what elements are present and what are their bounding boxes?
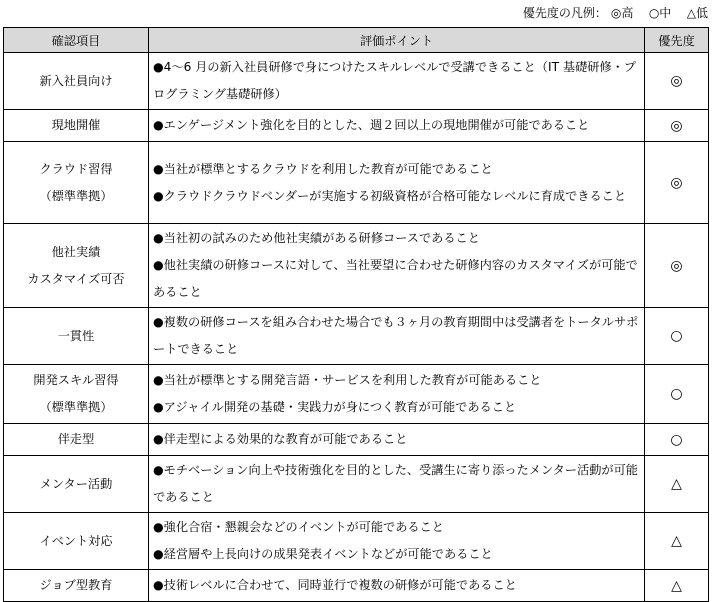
- item-cell: [4, 53, 149, 110]
- priority-cell: ◎: [645, 110, 709, 142]
- item-label: カスタマイズ可否: [27, 271, 125, 286]
- priority-cell: ○: [645, 365, 709, 424]
- item-label: メンター活動: [39, 476, 113, 491]
- points-cell: [149, 365, 645, 424]
- evaluation-table: [3, 27, 709, 602]
- item-cell: [4, 224, 149, 308]
- evaluation-point: ●経営層や上長向けの成果発表イベントなどが可能であること: [153, 547, 493, 561]
- evaluation-point: ●モチベーション向上や技術強化を目的とした、受講生に寄り添ったメンター活動が可能であること: [153, 463, 638, 504]
- header-points: 評価ポイント: [149, 28, 645, 53]
- priority-cell: △: [645, 456, 709, 513]
- evaluation-point: ●当社が標準とするクラウドを利用した教育が可能であること: [153, 161, 493, 176]
- table-row: [4, 456, 709, 513]
- priority-cell: ◎: [645, 142, 709, 224]
- header-item: 確認項目: [4, 28, 149, 53]
- item-label: 新入社員向け: [39, 73, 113, 88]
- table-row: [4, 110, 709, 142]
- points-cell: [149, 570, 645, 602]
- priority-cell: ○: [645, 424, 709, 456]
- item-cell: [4, 142, 149, 224]
- table-row: [4, 142, 709, 224]
- evaluation-point: ●当社初の試みのため他社実績がある研修コースであること: [153, 231, 480, 245]
- table-row: [4, 424, 709, 456]
- item-label: 開発スキル習得: [33, 373, 119, 387]
- item-label: クラウド習得: [39, 161, 113, 176]
- item-label: 現地開催: [51, 118, 101, 132]
- legend-high: ◎高: [610, 6, 634, 20]
- priority-legend: [519, 4, 708, 21]
- table-row: [4, 513, 709, 570]
- points-cell: [149, 142, 645, 224]
- legend-mid: ○中: [648, 6, 672, 20]
- points-cell: [149, 53, 645, 110]
- item-label: 他社実績: [51, 244, 101, 259]
- table-header-row: [4, 28, 709, 53]
- table-row: [4, 53, 709, 110]
- legend-prefix: 優先度の凡例：: [522, 6, 607, 20]
- table-row: [4, 224, 709, 308]
- item-cell: [4, 513, 149, 570]
- table-row: [4, 570, 709, 602]
- evaluation-point: ●エンゲージメント強化を目的とした、週２回以上の現地開催が可能であること: [153, 118, 590, 132]
- item-label: イベント対応: [39, 533, 113, 548]
- points-cell: [149, 224, 645, 308]
- table-row: [4, 365, 709, 424]
- evaluation-point: ●当社が標準とする開発言語・サービスを利用した教育が可能あること: [153, 373, 542, 387]
- item-label: 伴走型: [57, 432, 95, 446]
- priority-cell: △: [645, 570, 709, 602]
- item-cell: [4, 308, 149, 365]
- points-cell: [149, 308, 645, 365]
- item-label: （標準準拠）: [39, 400, 113, 414]
- evaluation-point: ●アジャイル開発の基礎・実践力が身につく教育が可能であること: [153, 400, 517, 414]
- points-cell: [149, 456, 645, 513]
- header-priority: 優先度: [645, 28, 709, 53]
- item-label: （標準準拠）: [39, 188, 113, 203]
- item-cell: [4, 424, 149, 456]
- priority-cell: ◎: [645, 224, 709, 308]
- evaluation-point: ●クラウドクラウドベンダーが実施する初級資格が合格可能なレベルに育成できること: [153, 188, 627, 203]
- evaluation-point: ●技術レベルに合わせて、同時並行で複数の研修が可能であること: [153, 578, 517, 592]
- item-cell: [4, 110, 149, 142]
- item-label: ジョブ型教育: [39, 578, 113, 592]
- item-cell: [4, 365, 149, 424]
- evaluation-point: ●4～6 月の新入社員研修で身につけたスキルレベルで受講できること（IT 基礎研修・プログラミング基礎研修）: [153, 60, 637, 101]
- priority-cell: ◎: [645, 53, 709, 110]
- evaluation-point: ●強化合宿・懇親会などのイベントが可能であること: [153, 520, 444, 534]
- item-label: 一貫性: [57, 328, 95, 343]
- item-cell: [4, 456, 149, 513]
- item-cell: [4, 570, 149, 602]
- points-cell: [149, 110, 645, 142]
- evaluation-point: ●複数の研修コースを組み合わせた場合でも３ヶ月の教育期間中は受講者をトータルサポートできること: [153, 315, 639, 356]
- points-cell: [149, 424, 645, 456]
- points-cell: [149, 513, 645, 570]
- table-row: [4, 308, 709, 365]
- legend-low: △低: [686, 6, 708, 20]
- priority-cell: ○: [645, 308, 709, 365]
- priority-cell: △: [645, 513, 709, 570]
- evaluation-point: ●伴走型による効果的な教育が可能であること: [153, 432, 408, 446]
- evaluation-point: ●他社実績の研修コースに対して、当社要望に合わせた研修内容のカスタマイズが可能であること: [153, 258, 638, 299]
